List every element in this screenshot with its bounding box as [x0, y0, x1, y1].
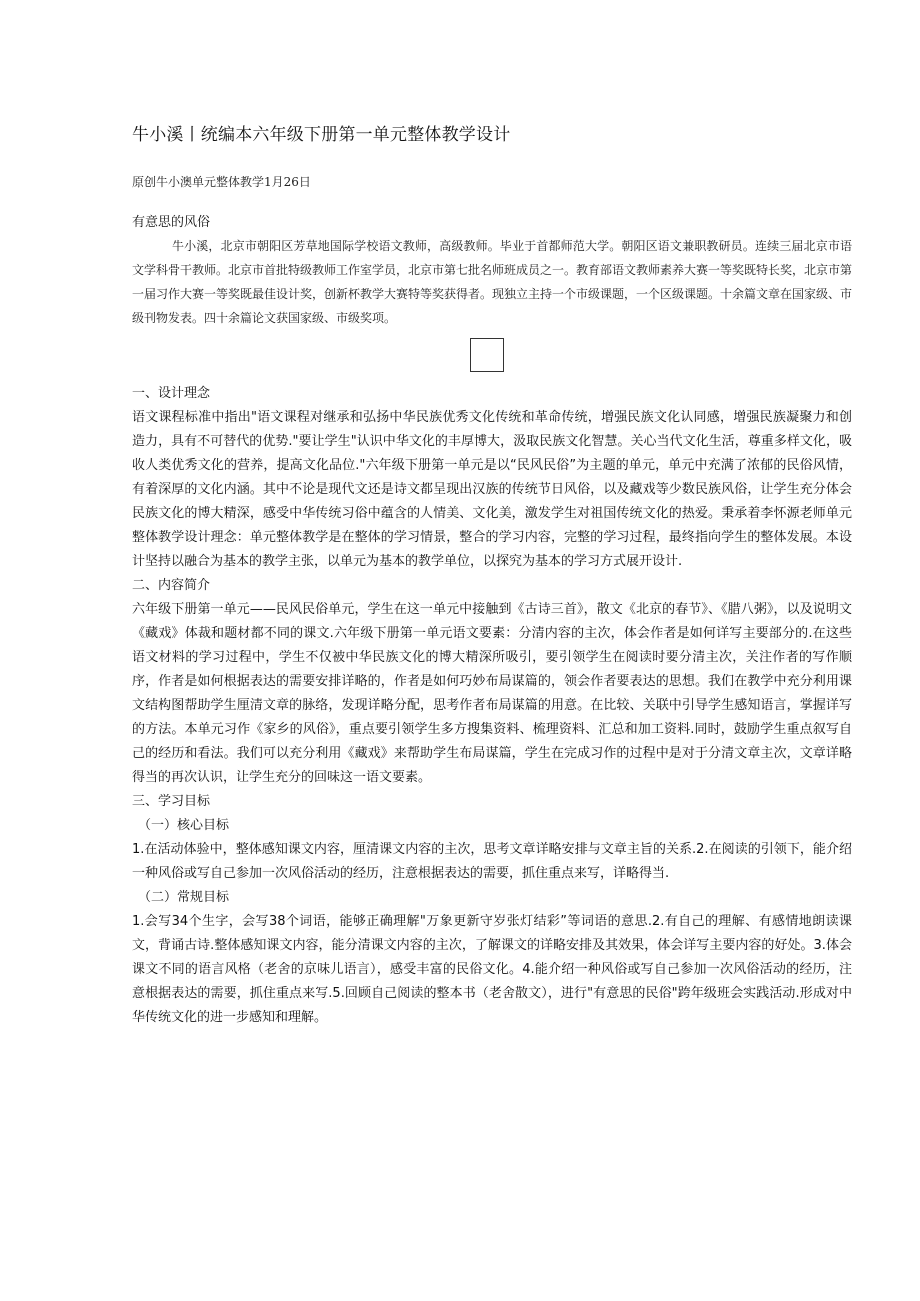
- article-title: 牛小溪丨统编本六年级下册第一单元整体教学设计: [132, 125, 511, 145]
- section-heading-design: 一、设计理念: [132, 386, 211, 401]
- article-body: [132, 382, 852, 1030]
- subsection-body-regular-goals: 1.会写34个生字，会写38个词语，能够正确理解"万象更新守岁张灯结彩”等词语的意思.2.有自己的理解、有感情地朗读课文，背诵古诗.整体感知课文内容，能分清课文内容的主次，了解课文的详略安排及其效果，体会详写主要内容的好处。3.体会课文不同的语言风格（老舍的京味儿语言），感受丰富的民俗文化。4.能介绍一种风俗或写自己参加一次风俗活动的经历，注意根据表达的需要，抓住重点来写.5.回顾自己阅读的整本书（老舍散文），进行"有意思的民俗"跨年级班会实践活动.形成对中华传统文化的进一步感知和理解。: [132, 914, 852, 1025]
- section-body-content: 六年级下册第一单元——民风民俗单元，学生在这一单元中接触到《古诗三首》，散文《北京的春节》、《腊八粥》，以及说明文《藏戏》体裁和题材都不同的课文.六年级下册第一单元语文要素：分清内容的主次，体会作者是如何详写主要部分的.在这些语文材料的学习过程中，学生不仅被中华民族文化的博大精深所吸引，要引领学生在阅读时要分清主次，关注作者的写作顺序，作者是如何根据表达的需要安排详略的，作者是如何巧妙布局谋篇的，领会作者要表达的思想。我们在教学中充分利用课文结构图帮助学生厘清文章的脉络，发现详略分配，思考作者布局谋篇的用意。在比较、关联中引导学生感知语言，掌握详写的方法。本单元习作《家乡的风俗》，重点要引领学生多方搜集资料、梳理资料、汇总和加工资料.同时，鼓励学生重点叙写自己的经历和看法。我们可以充分利用《藏戏》来帮助学生布局谋篇，学生在完成习作的过程中是对于分清文章主次，文章详略得当的再次认识，让学生充分的回味这一语文要素。: [132, 602, 852, 785]
- subsection-heading-regular-goals: （二）常规目标: [138, 890, 230, 905]
- article-meta: 原创牛小澳单元整体教学1月26日: [132, 175, 311, 189]
- article-subtitle: 有意思的风俗: [132, 215, 211, 230]
- subsection-body-core-goals: 1.在活动体验中，整体感知课文内容，厘清课文内容的主次，思考文章详略安排与文章主旨的关系.2.在阅读的引领下，能介绍一种风俗或写自己参加一次风俗活动的经历，注意根据表达的需要，抓住重点来写，详略得当.: [132, 842, 852, 881]
- section-heading-goals: 三、学习目标: [132, 794, 211, 809]
- section-body-design: 语文课程标准中指出"语文课程对继承和弘扬中华民族优秀文化传统和革命传统，增强民族文化认同感，增强民族凝聚力和创造力，具有不可替代的优势."要让学生"认识中华文化的丰厚博大，汲取民族文化智慧。关心当代文化生活，尊重多样文化，吸收人类优秀文化的营养，提高文化品位."六年级下册第一单元是以“民风民俗”为主题的单元，单元中充满了浓郁的民俗风情，有着深厚的文化内涵。其中不论是现代文还是诗文都呈现出汉族的传统节日风俗，以及藏戏等少数民族风俗，让学生充分体会民族文化的博大精深，感受中华传统习俗中蕴含的人情美、文化美，激发学生对祖国传统文化的热爱。秉承着李怀源老师单元整体教学设计理念：单元整体教学是在整体的学习情景，整合的学习内容，完整的学习过程，最终指向学生的整体发展。本设计坚持以融合为基本的教学主张，以单元为基本的教学单位，以探究为基本的学习方式展开设计.: [132, 410, 852, 569]
- subsection-heading-core-goals: （一）核心目标: [138, 818, 230, 833]
- image-placeholder: [470, 338, 504, 372]
- section-heading-content: 二、内容简介: [132, 578, 211, 593]
- author-bio: 牛小溪，北京市朝阳区芳草地国际学校语文教师，高级教师。毕业于首都师范大学。朝阳区语文兼职教研员。连续三届北京市语文学科骨干教师。北京市首批特级教师工作室学员，北京市第七批名师班成员之一。教育部语文教师素养大赛一等奖既特长奖，北京市第一届习作大赛一等奖既最佳设计奖，创新杯教学大赛特等奖获得者。现独立主持一个市级课题，一个区级课题。十余篇文章在国家级、市级刊物发表。四十余篇论文获国家级、市级奖项。: [132, 239, 853, 325]
